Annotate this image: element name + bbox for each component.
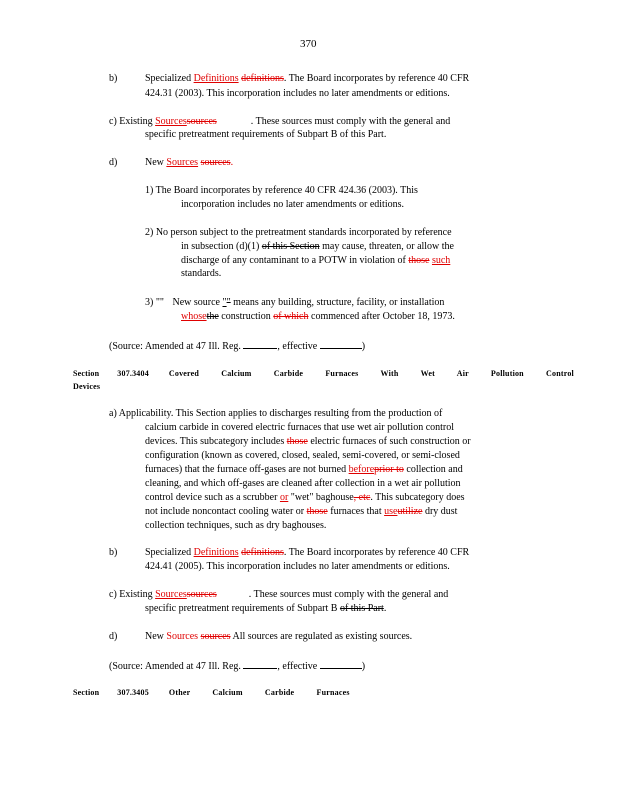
text: .: [383, 603, 387, 614]
inserted-text: Sources: [155, 589, 187, 600]
text: (Source: Amended at 47 Ill. Reg.: [109, 661, 244, 672]
d3-line1: [145, 297, 444, 309]
deleted-text: utilize: [397, 506, 423, 517]
a-line3: [145, 436, 471, 448]
text: . This subcategory does: [370, 492, 465, 503]
source-note: [109, 339, 365, 353]
section-heading-3405: [73, 687, 350, 699]
text: construction: [218, 311, 274, 322]
text: New source: [172, 297, 220, 308]
text: . These sources must comply with the general and: [248, 589, 449, 600]
text: Specialized: [145, 547, 194, 558]
inserted-text: before: [348, 464, 375, 475]
text: may cause, threaten, or allow the: [319, 241, 454, 252]
text: Specialized: [145, 73, 194, 84]
text: specific pretreatment requirements of Subpart B: [145, 603, 340, 614]
d3-line2: [181, 311, 455, 323]
a-line5: [145, 464, 463, 476]
source-note-2: [109, 659, 365, 673]
deleted-text: , etc: [353, 492, 371, 503]
inserted-text: Definitions: [193, 547, 239, 558]
text: furnaces) that the furnace off-gases are not burned: [145, 464, 349, 475]
deleted-text: ": [226, 297, 231, 308]
text: discharge of any contaminant to a POTW in violation of: [181, 255, 409, 266]
section-heading-3404-cont: Devices: [73, 382, 101, 391]
deleted-text: of this Part: [339, 603, 384, 614]
text: electric furnaces of such construction or: [307, 436, 471, 447]
text: All sources are regulated as existing sources.: [230, 631, 413, 642]
text: , effective: [277, 341, 320, 352]
sub-c2-line2: [145, 603, 386, 615]
inserted-text: whose: [181, 311, 207, 322]
section-label: Section: [73, 369, 100, 378]
deleted-text: [217, 589, 249, 601]
a-line2: calcium carbide in covered electric furnaces that use wet air pollution control: [145, 422, 455, 433]
deleted-text: sources: [186, 116, 217, 127]
text: , effective: [277, 661, 320, 672]
text: not include noncontact cooling water or: [145, 506, 307, 517]
text: (Source: Amended at 47 Ill. Reg.: [109, 341, 244, 352]
text: ): [361, 341, 366, 352]
deleted-text: sources: [200, 157, 231, 168]
text: in subsection (d)(1): [181, 241, 262, 252]
deleted-text: sources: [200, 631, 231, 642]
text: c) Existing: [109, 116, 156, 127]
inserted-text: Sources: [155, 116, 187, 127]
sub-c2-line1: [109, 589, 448, 601]
deleted-text: those: [408, 255, 430, 266]
a-line4: configuration (known as covered, closed, sealed, semi-covered, or semi-closed: [145, 450, 460, 461]
text: . The Board incorporates by reference 40 CFR: [283, 547, 470, 558]
page-number: 370: [300, 38, 317, 50]
text: 3) "": [145, 297, 164, 308]
text: .: [230, 157, 234, 168]
sub-b2-line2: 424.41 (2005). This incorporation includes no later amendments or editions.: [145, 561, 450, 572]
section-heading-3404: [73, 368, 574, 380]
inserted-text: Definitions: [193, 73, 239, 84]
sub-b-line1: [145, 73, 469, 85]
text: collection and: [403, 464, 463, 475]
text: dry dust: [422, 506, 458, 517]
d1-line2: incorporation includes no later amendments or editions.: [181, 199, 404, 210]
text: "wet" baghouse: [288, 492, 354, 503]
sub-b2-label: b): [109, 547, 118, 558]
sub-d-line: [145, 157, 233, 169]
section-number: 307.3404: [117, 369, 149, 378]
blank-line: [320, 339, 362, 349]
deleted-text: the: [206, 311, 219, 322]
text: New: [145, 631, 167, 642]
a-line6: cleaning, and which off-gases are cleaned after collection in a wet air pollution: [145, 478, 461, 489]
a-line1: a) Applicability. This Section applies to discharges resulting from the production of: [109, 408, 443, 419]
deleted-text: sources: [186, 589, 217, 600]
deleted-text: of which: [273, 311, 309, 322]
sub-c-line2: specific pretreatment requirements of Subpart B of this Part.: [145, 129, 387, 140]
text: devices. This subcategory includes: [145, 436, 287, 447]
blank-line: [243, 659, 277, 669]
sub-d-label: d): [109, 157, 118, 168]
deleted-text: those: [306, 506, 328, 517]
sub-d2-label: d): [109, 631, 118, 642]
sub-d2-line: [145, 631, 412, 643]
d2-line2: [181, 241, 454, 253]
inserted-text: or: [279, 492, 289, 503]
a-line9: collection techniques, such as dry baghouses.: [145, 520, 327, 531]
text: New: [145, 157, 167, 168]
deleted-text: those: [286, 436, 308, 447]
d2-line3: [181, 255, 450, 267]
inserted-text: Sources: [166, 631, 199, 642]
d2-line1: 2) No person subject to the pretreatment standards incorporated by reference: [145, 227, 452, 238]
text: means any building, structure, facility, or installation: [230, 297, 445, 308]
d2-line4: standards.: [181, 268, 222, 279]
text: ): [361, 661, 366, 672]
sub-b2-line1: [145, 547, 469, 559]
sub-b-label: b): [109, 73, 118, 84]
inserted-text: such: [431, 255, 451, 266]
deleted-text: definitions: [241, 73, 284, 84]
inserted-text: use: [384, 506, 398, 517]
deleted-text: of this Section: [261, 241, 320, 252]
deleted-text: definitions: [241, 547, 284, 558]
inserted-text: Sources: [166, 157, 199, 168]
section-number: 307.3405: [117, 688, 149, 697]
text: ": [222, 297, 227, 308]
text: commenced after October 18, 1973.: [308, 311, 455, 322]
section-title: Covered Calcium Carbide Furnaces With Wet Air Pollution Control: [168, 369, 574, 378]
text: c) Existing: [109, 589, 156, 600]
blank-line: [243, 339, 277, 349]
text: furnaces that: [327, 506, 385, 517]
section-title: Other Calcium Carbide Furnaces: [168, 688, 350, 697]
blank-line: [320, 659, 362, 669]
sub-b-line2: 424.31 (2003). This incorporation includes no later amendments or editions.: [145, 88, 450, 99]
text: control device such as a scrubber: [145, 492, 280, 503]
text: . The Board incorporates by reference 40 CFR: [283, 73, 470, 84]
a-line7: [145, 492, 465, 504]
d1-line1: 1) The Board incorporates by reference 40 CFR 424.36 (2003). This: [145, 185, 418, 196]
a-line8: [145, 506, 457, 518]
text: . These sources must comply with the general and: [250, 116, 451, 127]
section-label: Section: [73, 688, 100, 697]
sub-c-line1: [109, 116, 450, 128]
deleted-text: prior to: [374, 464, 404, 475]
